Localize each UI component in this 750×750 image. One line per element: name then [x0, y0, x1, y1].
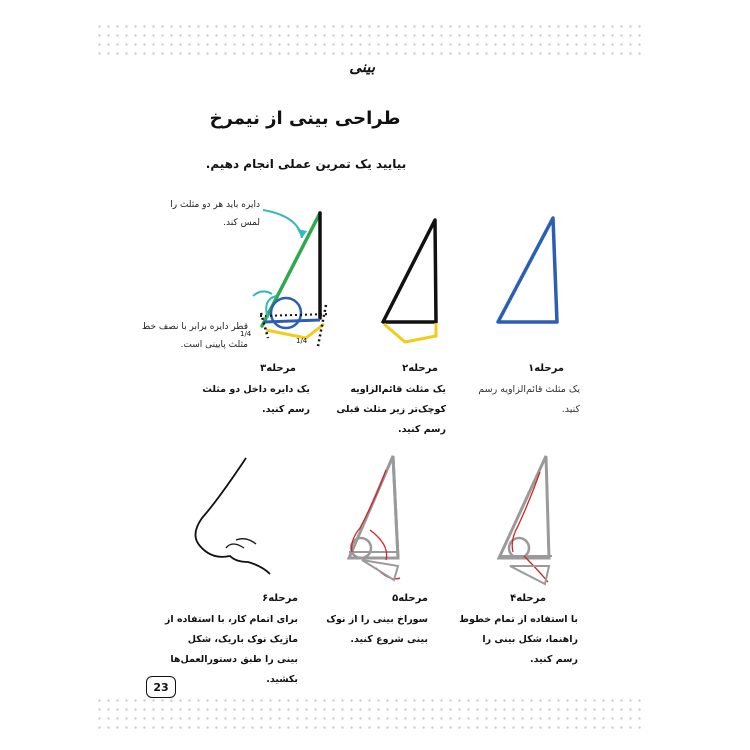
page-subtitle: بیایید یک تمرین عملی انجام دهیم.: [205, 157, 407, 171]
step3-figure: [253, 210, 330, 346]
step5-desc: سوراخ بینی را از نوک بینی شروع کنید.: [326, 614, 428, 645]
step1-label: مرحله۱: [528, 363, 564, 374]
step6-desc: برای اتمام کار، با استفاده از ماژیک نوک باریک، شکل بینی را طبق دستورالعمل‌ها بکشید.: [164, 614, 298, 685]
step1-desc: یک مثلث قائم‌الزاویه رسم کنید.: [478, 384, 580, 415]
step2-desc: یک مثلث قائم‌الزاویه کوچک‌تر زیر مثلث قبلی رسم کنید.: [336, 384, 446, 435]
step4-desc: با استفاده از تمام خطوط راهنما، شکل بینی را رسم کنید.: [459, 614, 578, 665]
step4-label: مرحله۴: [510, 593, 546, 604]
section-title: بینی: [349, 58, 375, 76]
step5-figure: [349, 456, 400, 580]
fraction-label-right: 1/4: [296, 337, 308, 345]
step5-label: مرحله۵: [392, 593, 428, 604]
step2-label: مرحله۲: [402, 363, 438, 374]
page-title: طراحی بینی از نیمرخ: [209, 108, 401, 129]
fraction-label-left: 1/4: [240, 330, 252, 338]
step3-label: مرحله۳: [260, 363, 296, 374]
page-number: 23: [146, 676, 176, 698]
circle-note: دایره باید هر دو مثلث را لمس کند.: [170, 200, 260, 228]
step3-desc: یک دایره داخل دو مثلث رسم کنید.: [202, 384, 310, 415]
step6-label: مرحله۶: [262, 593, 298, 604]
step2-figure: [383, 220, 436, 342]
step6-figure: [195, 458, 270, 574]
diameter-note: قطر دایره برابر با نصف خط مثلث پایینی است.: [141, 322, 248, 350]
step4-figure: [499, 456, 552, 584]
step1-figure: [498, 218, 557, 322]
